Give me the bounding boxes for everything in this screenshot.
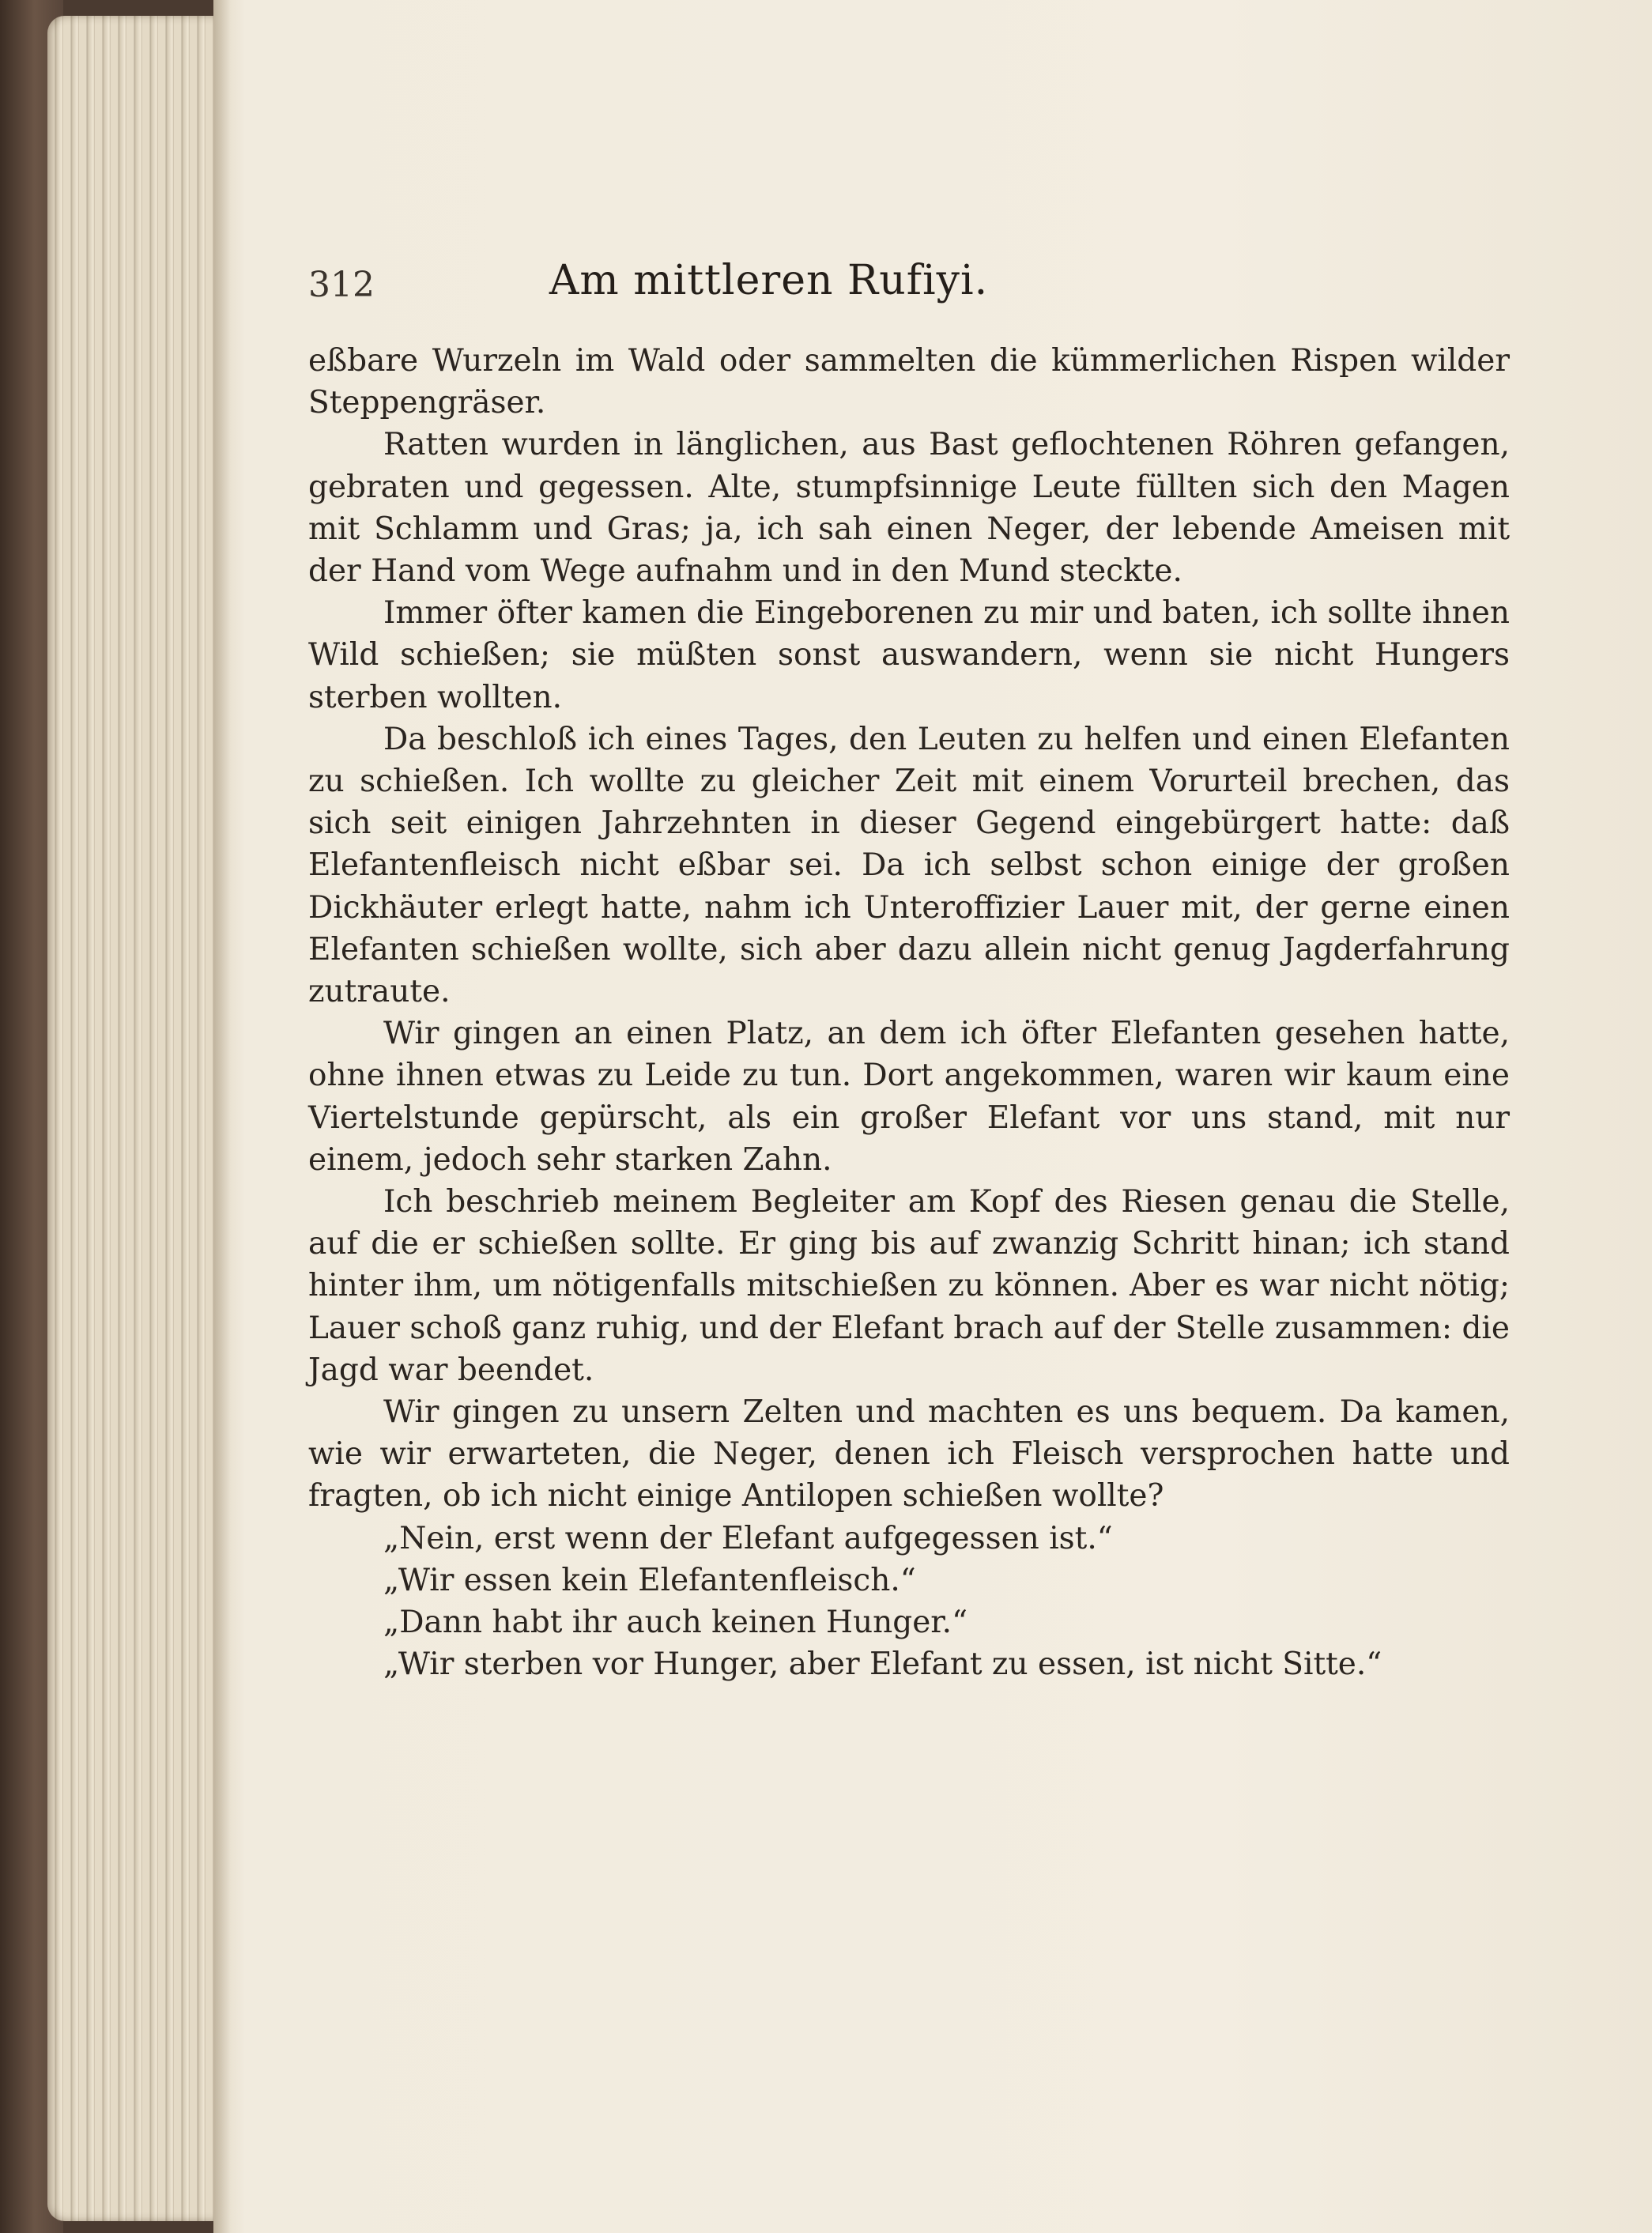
dialogue-line: „Wir sterben vor Hunger, aber Elefant zu essen, ist nicht Sitte.“ <box>383 1646 1382 1683</box>
paragraph: eßbare Wurzeln im Wald oder sammelten die kümmerlichen Rispen wilder Steppengräser. <box>308 343 1510 421</box>
dialogue-line: „Nein, erst wenn der Elefant aufgegessen ist.“ <box>383 1520 1113 1556</box>
paragraph: Da beschloß ich eines Tages, den Leuten zu helfen und einen Elefanten zu schießen. Ich wollte zu gleicher Zeit mit einem Vorurteil brechen, das sich seit einigen Jahrzehnten in dieser Gegend eingebürgert hatte: daß Elefantenfleisch nicht eßbar sei. Da ich selbst schon einige der großen Dickhäuter erlegt hatte, nahm ich Unteroffizier Lauer mit, der gerne einen Elefanten schießen wollte, sich aber dazu allein nicht genug Jagderfahrung zutraute. <box>308 721 1510 1010</box>
paragraph: Ratten wurden in länglichen, aus Bast geflochtenen Röhren gefangen, gebraten und gegessen. Alte, stumpfsinnige Leute füllten sich den Magen mit Schlamm und Gras; ja, ich sah einen Neger, der lebende Ameisen mit der Hand vom Wege aufnahm und in den Mund steckte. <box>308 427 1510 590</box>
paragraph: Ich beschrieb meinem Begleiter am Kopf des Riesen genau die Stelle, auf die er schießen sollte. Er ging bis auf zwanzig Schritt hinan; ich stand hinter ihm, um nötigenfalls mitschießen zu können. Aber es war nicht nötig; Lauer schoß ganz ruhig, und der Elefant brach auf der Stelle zusammen: die Jagd war beendet. <box>308 1184 1510 1388</box>
dialogue-line: „Dann habt ihr auch keinen Hunger.“ <box>383 1605 968 1641</box>
page-edges <box>47 16 217 2221</box>
dialogue-line: „Wir essen kein Elefantenfleisch.“ <box>383 1562 916 1598</box>
running-title: Am mittleren Rufiyi. <box>549 257 989 304</box>
paragraph: Wir gingen zu unsern Zelten und machten es uns bequem. Da kamen, wie wir erwarteten, die Neger, denen ich Fleisch versprochen hatte und fragten, ob ich nicht einige Antilopen schießen wollte? <box>308 1394 1510 1514</box>
paragraph: Wir gingen an einen Platz, an dem ich öfter Elefanten gesehen hatte, ohne ihnen etwas zu Leide zu tun. Dort angekommen, waren wir kaum eine Viertelstunde gepürscht, als ein großer Elefant vor uns stand, mit nur einem, jedoch sehr starken Zahn. <box>308 1016 1510 1178</box>
paragraph: Immer öfter kamen die Eingeborenen zu mir und baten, ich sollte ihnen Wild schießen; sie müßten sonst auswandern, wenn sie nicht Hungers sterben wollten. <box>308 595 1510 715</box>
page-number: 312 <box>308 265 375 305</box>
page-header <box>308 257 1229 320</box>
body-text <box>308 340 1510 1686</box>
